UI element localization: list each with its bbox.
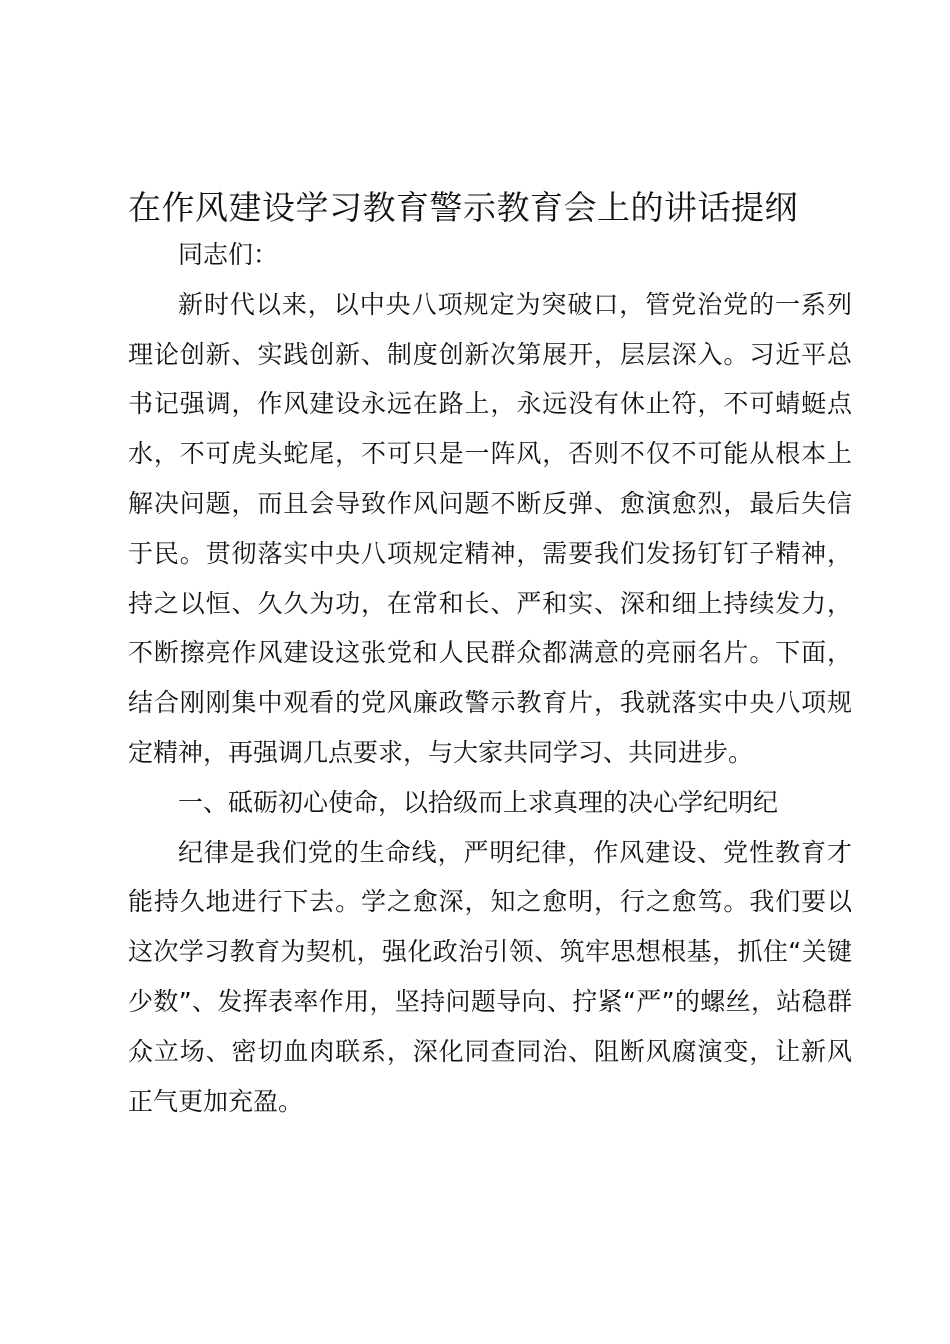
section-paragraph: 纪律是我们党的生命线，严明纪律，作风建设、党性教育才能持久地进行下去。学之愈深，知之愈明，行之愈笃。我们要以这次学习教育为契机，强化政治引领、筑牢思想根基，抓住“关键少数”、发挥表率作用，坚持问题导向、拧紧“严”的螺丝，站稳群众立场、密切血肉联系，深化同查同治、阻断风腐演变，让新风正气更加充盈。 bbox=[128, 837, 852, 1116]
document-title: 在作风建设学习教育警示教育会上的讲话提纲 bbox=[128, 188, 798, 227]
section-heading: 一、砥砺初心使命，以拾级而上求真理的决心学纪明纪 bbox=[178, 787, 779, 817]
greeting: 同志们： bbox=[178, 240, 279, 269]
intro-paragraph: 新时代以来，以中央八项规定为突破口，管党治党的一系列理论创新、实践创新、制度创新次第展开，层层深入。习近平总书记强调，作风建设永远在路上，永远没有休止符，不可蜻蜓点水，不可虎头蛇尾，不可只是一阵风，否则不仅不可能从根本上解决问题，而且会导致作风问题不断反弹、愈演愈烈，最后失信于民。贯彻落实中央八项规定精神，需要我们发扬钉钉子精神，持之以恒、久久为功，在常和长、严和实、深和细上持续发力，不断擦亮作风建设这张党和人民群众都满意的亮丽名片。下面，结合刚刚集中观看的党风廉政警示教育片，我就落实中央八项规定精神，再强调几点要求，与大家共同学习、共同进步。 bbox=[128, 289, 852, 767]
document-body bbox=[128, 230, 852, 1126]
